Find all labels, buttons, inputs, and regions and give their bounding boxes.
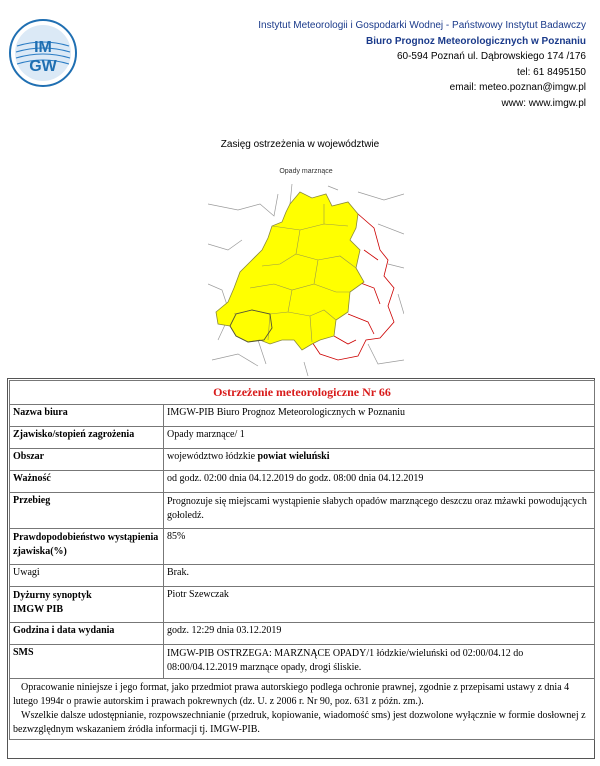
label-prawdopodobienstwo: Prawdopodobieństwo wystąpienia zjawiska(%) [10, 529, 164, 565]
table-row [10, 493, 595, 529]
value-godzina-wydania: godz. 12:29 dnia 03.12.2019 [164, 623, 595, 645]
value-prawdopodobienstwo: 85% [164, 529, 595, 565]
label-synoptyk-line2: IMGW PIB [13, 604, 64, 615]
value-sms: IMGW-PIB OSTRZEGA: MARZNĄCE OPADY/1 łódzkie/wieluński od 02:00/04.12 do 08:00/04.12.2019 marznące opady, drogi śliskie. [164, 645, 595, 679]
label-synoptyk-line1: Dyżurny synoptyk [13, 590, 92, 601]
institute-name: Instytut Meteorologii i Gospodarki Wodnej - Państwowy Instytut Badawczy [258, 20, 586, 31]
copyright-line-1: Opracowanie niniejsze i jego format, jako przedmiot prawa autorskiego podlega ochronie prawnej, zgodnie z przepisami ustawy z dnia 4 lutego 1994r o prawie autorskim i prawach pokrewnych (dz. U. z 2006 r. Nr 90, poz. 631 z późn. zm.). [13, 682, 570, 707]
value-przebieg: Prognozuje się miejscami wystąpienie słabych opadów marznącego deszczu oraz mżawki powodujących gołoledź. [164, 493, 595, 529]
table-row [10, 679, 595, 740]
table-row [10, 529, 595, 565]
warning-table [9, 380, 595, 740]
logo-text-bottom: GW [29, 58, 57, 75]
table-row [10, 623, 595, 645]
table-row [10, 471, 595, 493]
copyright-line-2: Wszelkie dalsze udostępnianie, rozpowszechnianie (przedruk, kopiowanie, wiadomość sms) jest dozwolone wyłącznie w formie dosłownej z bezwzględnym wskazaniem źródła informacji tj. IMGW-PIB. [13, 710, 586, 735]
imgw-logo [8, 18, 78, 88]
email-link[interactable]: email: meteo.poznan@imgw.pl [449, 82, 586, 93]
table-row [10, 587, 595, 623]
logo-text-top: IM [34, 39, 52, 56]
label-waznosc: Ważność [10, 471, 164, 493]
label-sms: SMS [10, 645, 164, 679]
value-obszar-prefix: województwo łódzkie [167, 451, 256, 462]
label-przebieg: Przebieg [10, 493, 164, 529]
table-row [10, 449, 595, 471]
label-zjawisko: Zjawisko/stopień zagrożenia [10, 427, 164, 449]
label-godzina-wydania: Godzina i data wydania [10, 623, 164, 645]
warning-map [208, 164, 404, 376]
address: 60-594 Poznań ul. Dąbrowskiego 174 /176 [396, 51, 586, 62]
value-waznosc: od godz. 02:00 dnia 04.12.2019 do godz. 08:00 dnia 04.12.2019 [164, 471, 595, 493]
table-row [10, 405, 595, 427]
copyright-note [10, 679, 595, 740]
value-obszar-powiat: powiat wieluński [257, 451, 330, 462]
warning-heading: Ostrzeżenie meteorologiczne Nr 66 [10, 381, 595, 405]
value-zjawisko: Opady marznące/ 1 [164, 427, 595, 449]
label-obszar: Obszar [10, 449, 164, 471]
value-uwagi: Brak. [164, 565, 595, 587]
value-obszar [164, 449, 595, 471]
map-caption: Opady marznące [279, 168, 333, 175]
map-svg [208, 164, 404, 376]
map-title: Zasięg ostrzeżenia w województwie [220, 139, 380, 150]
table-row [10, 645, 595, 679]
label-nazwa-biura: Nazwa biura [10, 405, 164, 427]
bureau-name: Biuro Prognoz Meteorologicznych w Poznaniu [365, 35, 586, 47]
value-nazwa-biura: IMGW-PIB Biuro Prognoz Meteorologicznych w Poznaniu [164, 405, 595, 427]
table-row [10, 381, 595, 405]
label-synoptyk [10, 587, 164, 623]
header-contact [258, 18, 586, 111]
label-uwagi: Uwagi [10, 565, 164, 587]
phone: tel: 61 8495150 [517, 66, 586, 78]
table-row [10, 427, 595, 449]
www-link[interactable]: www: www.imgw.pl [501, 97, 586, 109]
value-synoptyk: Piotr Szewczak [164, 587, 595, 623]
table-row [10, 565, 595, 587]
